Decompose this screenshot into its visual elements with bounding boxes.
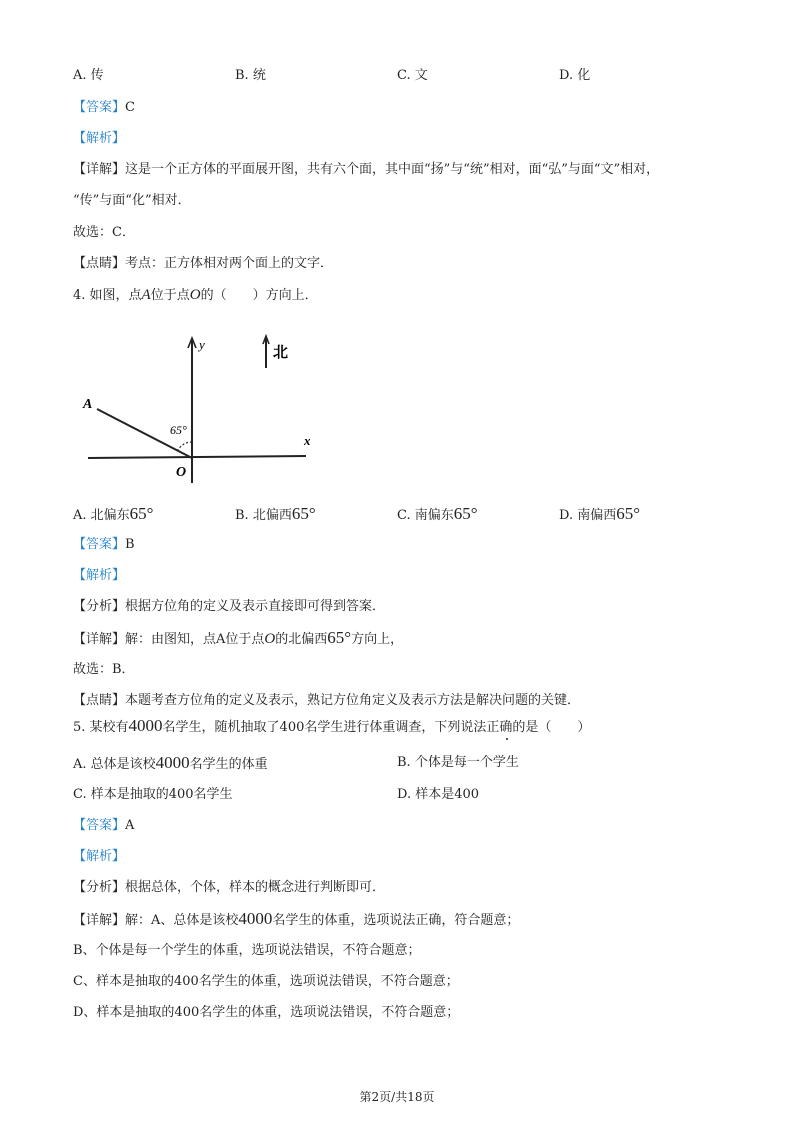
fenxi-tag: 【分析】 <box>73 880 126 895</box>
fenxi-text: 根据方位角的定义及表示直接即可得到答案． <box>125 599 386 614</box>
q3-detail-line-1 <box>73 161 659 179</box>
q3-option-d: D. 化 <box>559 68 591 83</box>
q4-option-d: D. 南偏西65° <box>559 504 641 523</box>
answer-tag: 【答案】 <box>73 818 126 833</box>
q4-comment <box>73 692 580 710</box>
q3-detail-line-2: “传”与面“化”相对． <box>73 193 191 208</box>
fenxi-text: 根据总体，个体，样本的概念进行判断即可． <box>125 880 386 895</box>
q5-stem: 5. 某校有4000名学生，随机抽取了400名学生进行体重调查，下列说法正确的是（ ） <box>73 716 591 735</box>
angle-label: 65° <box>170 423 187 437</box>
q3-comment <box>73 255 333 273</box>
q5-detail-c: C、样本是抽取的400名学生的体重，选项说法错误，不符合题意； <box>73 974 459 989</box>
q5-detail-b: B、个体是每一个学生的体重，选项说法错误，不符合题意； <box>73 943 421 958</box>
q5-option-c: C. 样本是抽取的400名学生 <box>73 787 233 802</box>
q4-stem: 4. 如图，点A位于点O的（ ）方向上． <box>73 287 318 303</box>
point-o-symbol: O <box>189 287 201 303</box>
q3-choose: 故选：C． <box>73 225 135 240</box>
comment-tag: 【点睛】 <box>73 693 126 708</box>
q3-option-c: C. 文 <box>397 68 428 83</box>
fenxi-tag: 【分析】 <box>73 599 126 614</box>
answer-value: B <box>125 537 135 552</box>
q4-analysis-tag: 【解析】 <box>73 568 126 583</box>
direction-figure <box>80 328 320 490</box>
q3-analysis-tag: 【解析】 <box>73 131 126 146</box>
q5-detail-d: D、样本是抽取的400名学生的体重，选项说法错误，不符合题意； <box>73 1005 460 1020</box>
q4-answer <box>73 536 135 554</box>
q5-detail-a: 【详解】解：A、总体是该校4000名学生的体重，选项说法正确，符合题意； <box>73 909 520 928</box>
x-axis <box>88 456 306 458</box>
q3-option-a: A. 传 <box>73 68 104 83</box>
q4-detail: 【详解】解：由图知，点A位于点O的北偏西65°方向上， <box>73 628 404 647</box>
x-axis-label: x <box>304 433 311 448</box>
page-footer: 第2页/共18页 <box>359 1090 435 1104</box>
comment-text: 考点：正方体相对两个面上的文字． <box>125 256 334 271</box>
answer-value: C <box>125 100 135 115</box>
q4-option-a: A. 北偏东65° <box>73 504 154 523</box>
q5-fenxi <box>73 879 385 897</box>
comment-text: 本题考查方位角的定义及表示，熟记方位角定义及表示方法是解决问题的关键． <box>125 693 581 708</box>
q3-answer <box>73 99 135 117</box>
answer-tag: 【答案】 <box>73 537 126 552</box>
answer-value: A <box>125 818 135 833</box>
q5-analysis-tag: 【解析】 <box>73 849 126 864</box>
detail-tag: 【详解】 <box>73 162 126 177</box>
point-o-label: O <box>176 465 187 480</box>
q4-choose: 故选：B． <box>73 662 135 677</box>
angle-arc <box>178 442 192 450</box>
q3-option-b: B. 统 <box>235 68 266 83</box>
q5-answer <box>73 817 134 835</box>
answer-tag: 【答案】 <box>73 100 126 115</box>
y-axis-label: y <box>199 337 205 352</box>
q4-option-b: B. 北偏西65° <box>235 504 316 523</box>
q5-option-b: B. 个体是每一个学生 <box>397 755 519 770</box>
detail-text: 这是一个正方体的平面展开图，共有六个面，其中面“扬”与“统”相对，面“弘”与面“文”相对， <box>125 162 660 177</box>
north-label: 北 <box>273 343 289 361</box>
q4-fenxi <box>73 598 385 616</box>
point-a-label: A <box>83 397 93 412</box>
q5-option-a: A. 总体是该校4000名学生的体重 <box>73 753 268 772</box>
point-a-symbol: A <box>141 287 151 303</box>
q4-option-c: C. 南偏东65° <box>397 504 478 523</box>
q5-option-d: D. 样本是400 <box>397 787 480 802</box>
comment-tag: 【点睛】 <box>73 256 126 271</box>
